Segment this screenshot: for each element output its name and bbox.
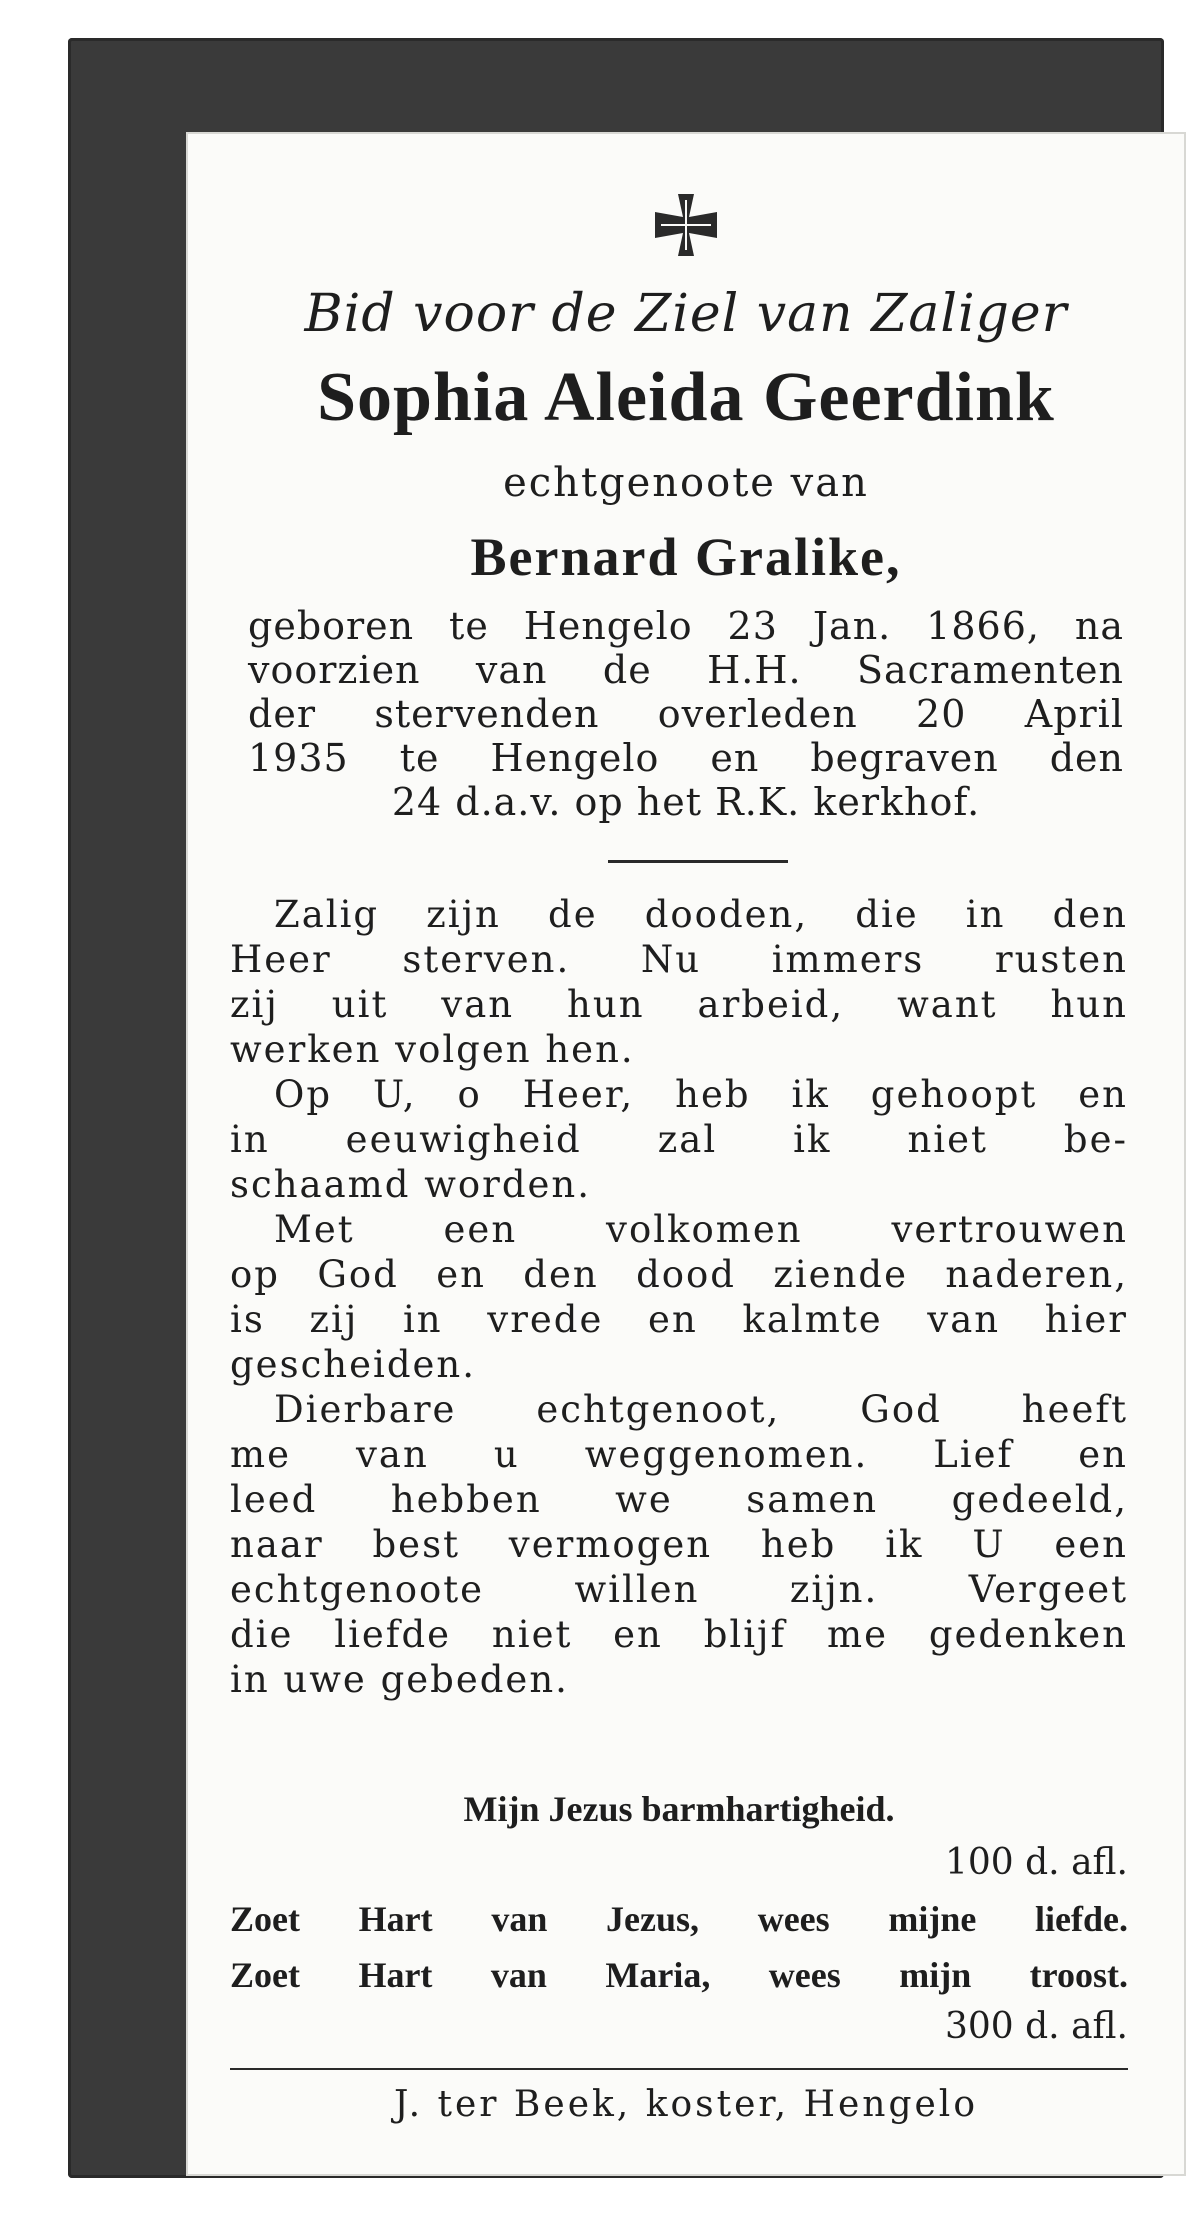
prayer-line: Zoet Hart van Jezus, wees mijne liefde. <box>230 1899 1128 1939</box>
text-line: Heer sterven. Nu immers rusten <box>230 938 1128 981</box>
text-line: schaamd worden. <box>230 1163 591 1206</box>
text-line: me van u weggenomen. Lief en <box>230 1433 1128 1476</box>
text-line: Zalig zijn de dooden, die in den <box>274 893 1128 936</box>
paragraph <box>230 1072 1128 1207</box>
text-line: is zij in vrede en kalmte van hier <box>230 1298 1128 1341</box>
scripture-text <box>230 892 1128 1702</box>
memorial-card <box>68 38 1164 2178</box>
paragraph <box>230 1207 1128 1387</box>
deceased-name: Sophia Aleida Geerdink <box>317 359 1055 436</box>
text-line: echtgenoote willen zijn. Vergeet <box>230 1568 1128 1611</box>
text-line: op God en den dood ziende naderen, <box>230 1253 1128 1296</box>
card-panel <box>188 134 1184 2174</box>
text-line: naar best vermogen heb ik U een <box>230 1523 1128 1566</box>
spouse-label: echtgenoote van <box>503 460 869 506</box>
text-line: leed hebben we samen gedeeld, <box>230 1478 1128 1521</box>
printer-credit: J. ter Beek, koster, Hengelo <box>393 2084 978 2125</box>
bio-line: der stervenden overleden 20 April <box>248 692 1124 736</box>
text-line: in uwe gebeden. <box>230 1658 569 1701</box>
indulgence-note: 100 d. afl. <box>944 1842 1128 1883</box>
text-line: werken volgen hen. <box>230 1028 635 1071</box>
prayer-line: Mijn Jezus barmhartigheid. <box>463 1789 895 1829</box>
text-line: in eeuwigheid zal ik niet be- <box>230 1118 1128 1161</box>
prayer-line: Zoet Hart van Maria, wees mijn troost. <box>230 1955 1128 1995</box>
footer-divider <box>230 2068 1128 2070</box>
text-line: zij uit van hun arbeid, want hun <box>230 983 1128 1026</box>
section-divider <box>608 860 788 863</box>
text-line: die liefde niet en blijf me gedenken <box>230 1613 1128 1656</box>
spouse-name: Bernard Gralike, <box>470 527 902 587</box>
text-line: Dierbare echtgenoot, God heeft <box>274 1388 1128 1431</box>
biography <box>248 604 1124 824</box>
text-line: Op U, o Heer, heb ik gehoopt en <box>274 1073 1128 1116</box>
indulgence-note: 300 d. afl. <box>944 2006 1128 2047</box>
intro-heading: Bid voor de Ziel van Zaliger <box>304 284 1068 344</box>
paragraph <box>230 892 1128 1072</box>
bio-line: voorzien van de H.H. Sacramenten <box>248 648 1124 692</box>
paragraph <box>230 1387 1128 1702</box>
cross-pattee-icon <box>651 190 721 260</box>
text-line: Met een volkomen vertrouwen <box>274 1208 1128 1251</box>
bio-line: geboren te Hengelo 23 Jan. 1866, na <box>248 604 1124 648</box>
text-line: gescheiden. <box>230 1343 477 1386</box>
bio-line: 1935 te Hengelo en begraven den <box>248 736 1124 780</box>
bio-line: 24 d.a.v. op het R.K. kerkhof. <box>391 780 981 824</box>
